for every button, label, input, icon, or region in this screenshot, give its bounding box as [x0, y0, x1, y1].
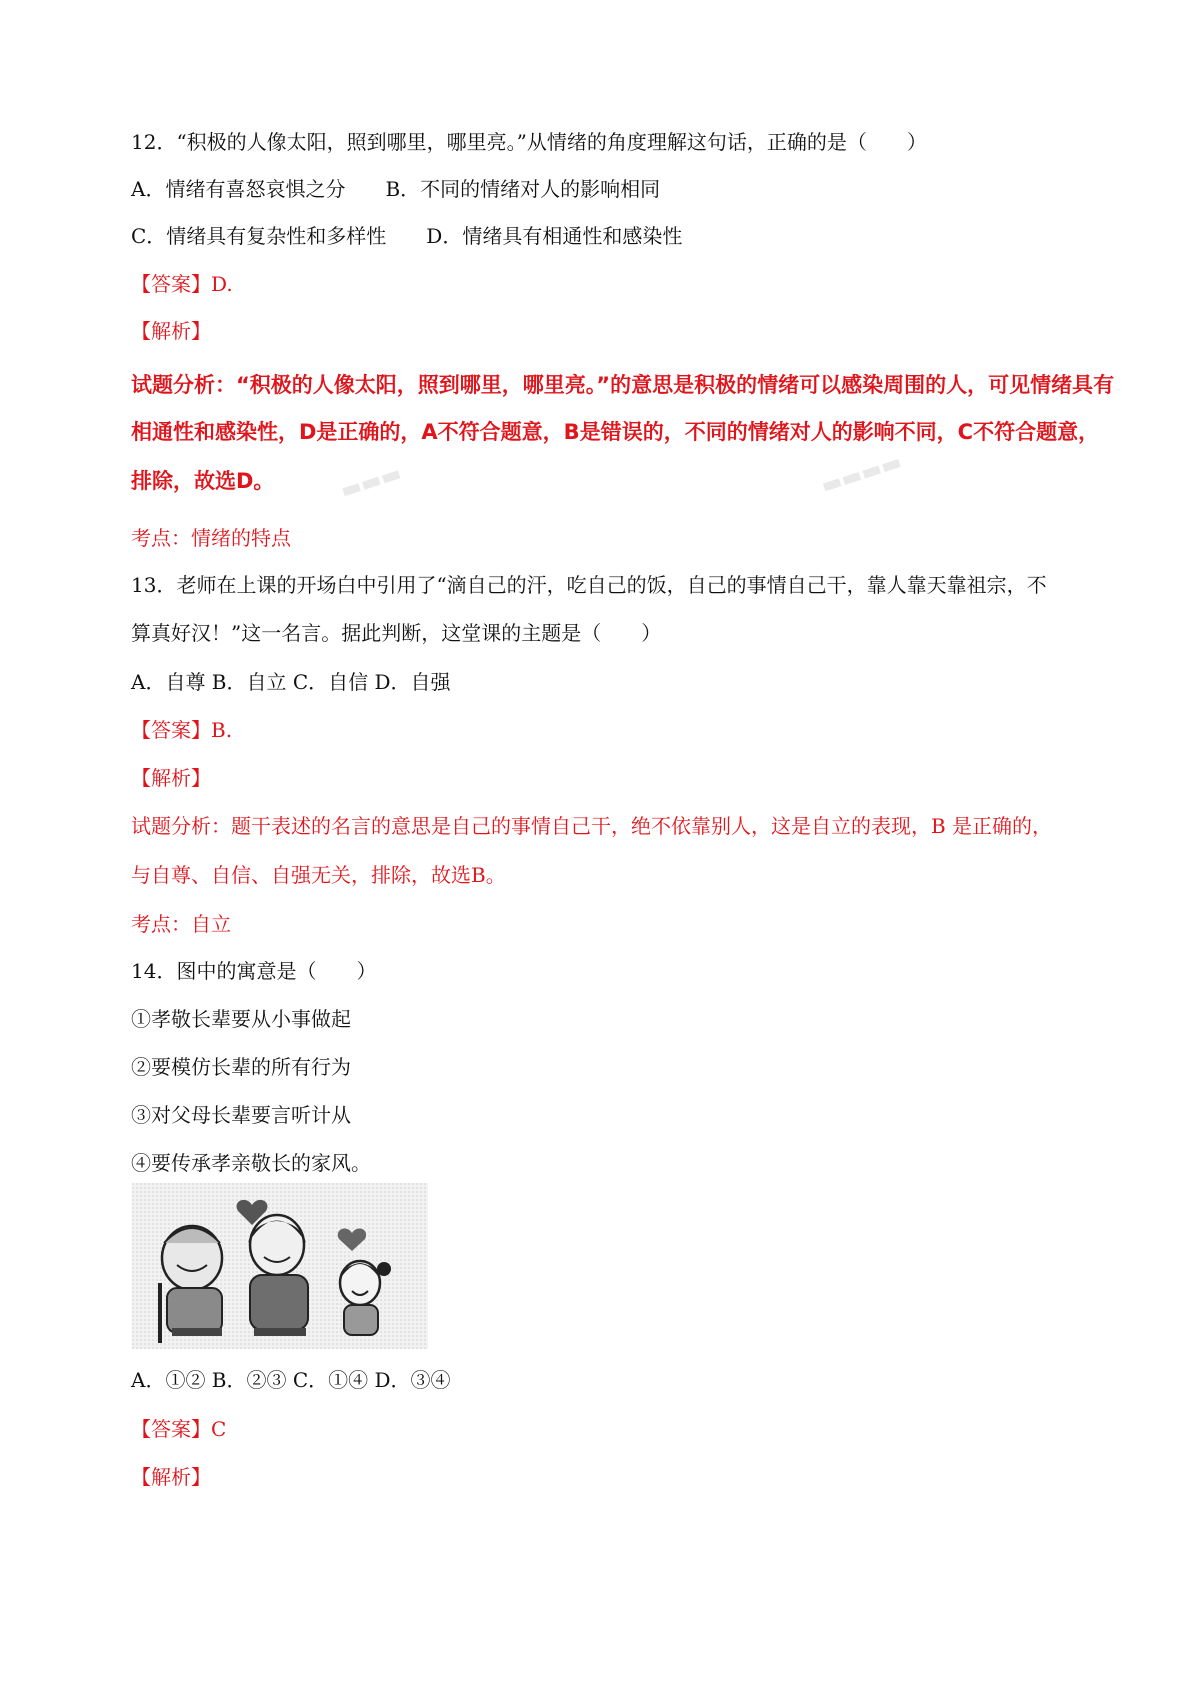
q14-answer: 【答案】C	[131, 1417, 227, 1441]
q13-stem-line2: 算真好汉！”这一名言。据此判断，这堂课的主题是（ ）	[131, 621, 662, 645]
q13-analysis-line1: 试题分析：题干表述的名言的意思是自己的事情自己干，绝不依靠别人，这是自立的表现，B 是正确的，	[131, 814, 1053, 838]
q13-answer: 【答案】B.	[131, 718, 233, 742]
q13-stem-line1: 13．老师在上课的开场白中引用了“滴自己的汗，吃自己的饭，自己的事情自己干，靠人靠天靠祖宗，不	[131, 573, 1047, 597]
q13-point: 考点：自立	[131, 912, 231, 936]
q12-point: 考点：情绪的特点	[131, 526, 291, 550]
q14-item1: ①孝敬长辈要从小事做起	[131, 1007, 351, 1031]
cartoon-family-icon	[132, 1183, 428, 1349]
q14-options: A．①② B．②③ C．①④ D．③④	[131, 1368, 451, 1392]
q12-options-ab: A．情绪有喜怒哀惧之分 B．不同的情绪对人的影响相同	[131, 177, 661, 201]
q13-analysis-line2: 与自尊、自信、自强无关，排除，故选B。	[131, 863, 506, 887]
q12-analysis-line2: 相通性和感染性，D是正确的，A不符合题意，B是错误的，不同的情绪对人的影响不同，C不符合题意，	[131, 420, 1100, 444]
q14-item3: ③对父母长辈要言听计从	[131, 1103, 351, 1127]
q12-stem: 12．“积极的人像太阳，照到哪里，哪里亮。”从情绪的角度理解这句话，正确的是（ ）	[131, 130, 927, 154]
q14-analysis-label: 【解析】	[131, 1465, 211, 1489]
q14-stem: 14．图中的寓意是（ ）	[131, 959, 377, 983]
q12-analysis-line1: 试题分析：“积极的人像太阳，照到哪里，哪里亮。”的意思是积极的情绪可以感染周围的人，可见情绪具有	[131, 373, 1115, 397]
q12-analysis-label: 【解析】	[131, 319, 211, 343]
q12-answer: 【答案】D.	[131, 272, 233, 296]
watermark: ▬▬▬	[337, 460, 405, 505]
watermark: ▬▬▬▬	[818, 449, 905, 500]
q12-analysis-line3: 排除，故选D。	[131, 469, 275, 493]
q13-analysis-label: 【解析】	[131, 766, 211, 790]
q13-options: A．自尊 B．自立 C．自信 D．自强	[131, 670, 451, 694]
q14-item2: ②要模仿长辈的所有行为	[131, 1055, 351, 1079]
q12-options-cd: C．情绪具有复杂性和多样性 D．情绪具有相通性和感染性	[131, 224, 683, 248]
q14-item4: ④要传承孝亲敬长的家风。	[131, 1151, 371, 1175]
